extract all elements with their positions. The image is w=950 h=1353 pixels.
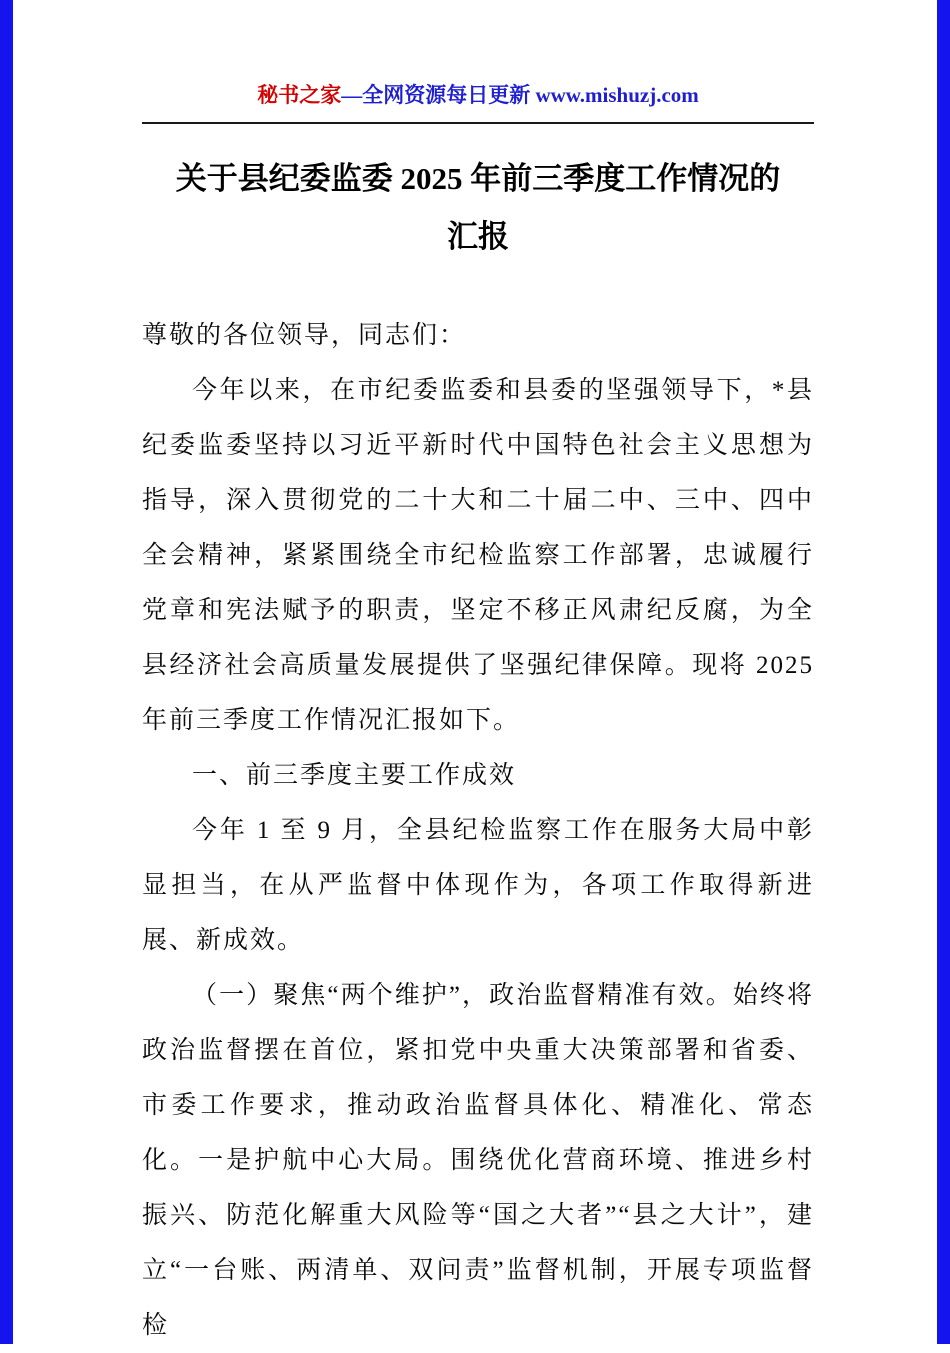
site-tagline: —全网资源每日更新: [341, 83, 536, 107]
document-title-line2: 汇报: [447, 219, 509, 254]
section-heading-paragraph: 一、前三季度主要工作成效: [192, 762, 517, 789]
subsection-paragraph: （一）聚焦“两个维护”，政治监督精准有效。始终将政治监督摆在首位，紧扣党中央重大决策部署和省委、市委工作要求，推动政治监督具体化、精准化、常态化。一是护航中心大局。围绕优化营商环境、推进乡村振兴、防范化解重大风险等“国之大者”“县之大计”，建立“一台账、两清单、双问责”监督机制，开展专项监督检: [142, 982, 814, 1339]
page-left-border: [0, 0, 13, 1344]
page-right-border: [937, 0, 950, 1344]
site-url-link[interactable]: www.mishuzj.com: [535, 83, 699, 107]
document-body: [142, 308, 814, 1353]
site-brand: 秘书之家: [257, 83, 342, 107]
site-header: [142, 82, 814, 124]
salutation-paragraph: 尊敬的各位领导，同志们：: [142, 322, 467, 349]
intro-paragraph: 今年以来，在市纪委监委和县委的坚强领导下，*县纪委监委坚持以习近平新时代中国特色社会主义思想为指导，深入贯彻党的二十大和二十届二中、三中、四中全会精神，紧紧围绕全市纪检监察工作部署，忠诚履行党章和宪法赋予的职责，坚定不移正风肃纪反腐，为全县经济社会高质量发展提供了坚强纪律保障。现将 2025 年前三季度工作情况汇报如下。: [142, 377, 814, 734]
summary-paragraph: 今年 1 至 9 月，全县纪检监察工作在服务大局中彰显担当，在从严监督中体现作为，各项工作取得新进展、新成效。: [142, 817, 814, 954]
document-title: [142, 150, 814, 266]
document-title-line1: 关于县纪委监委 2025 年前三季度工作情况的: [175, 161, 781, 196]
